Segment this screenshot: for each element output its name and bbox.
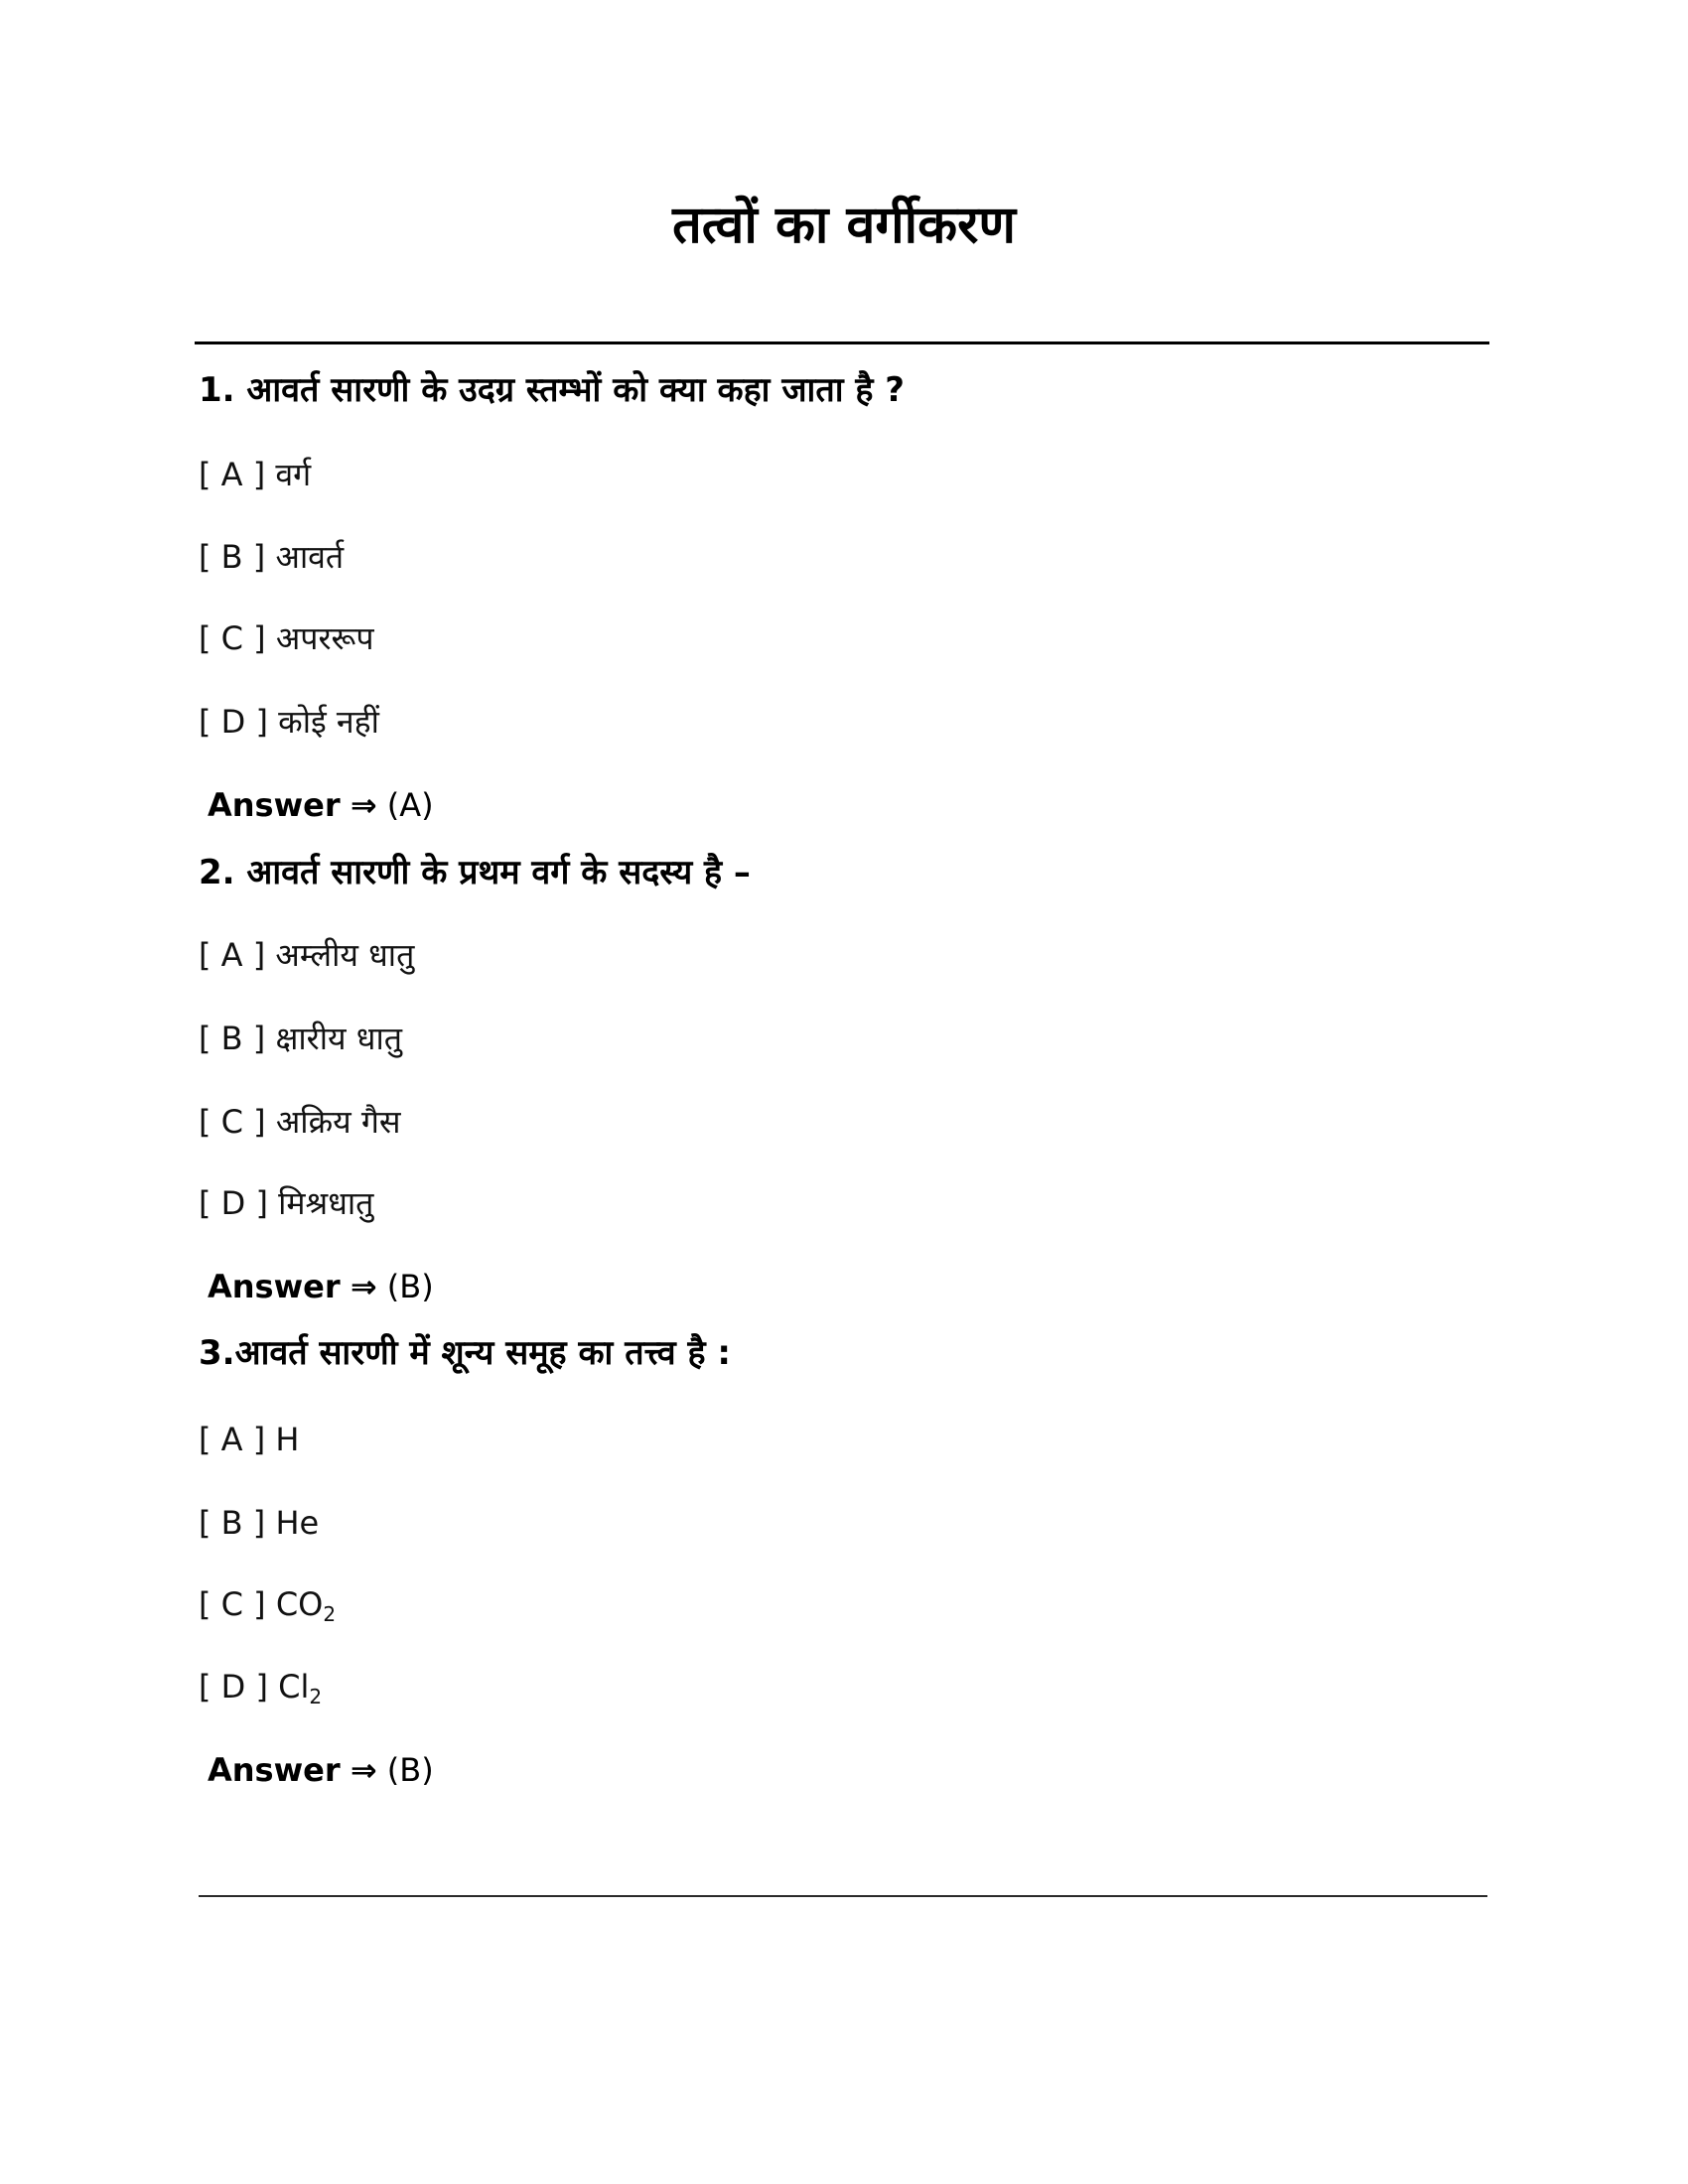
option-text: क्षारीय धातु	[275, 1020, 402, 1057]
option-key: [ A ]	[199, 936, 266, 974]
q3-option-c	[199, 1581, 336, 1637]
answer-value: (B)	[386, 1268, 434, 1305]
footer-divider	[199, 1895, 1487, 1897]
option-key: [ B ]	[199, 1504, 266, 1542]
q1-option-d	[199, 699, 379, 745]
option-key: [ A ]	[199, 1421, 266, 1458]
option-text: कोई नहीं	[278, 703, 379, 741]
answer-value: (A)	[386, 786, 434, 824]
q1-answer	[208, 782, 434, 828]
q2-option-b	[199, 1016, 402, 1061]
option-key: [ A ]	[199, 456, 266, 493]
option-text: आवर्त	[275, 538, 345, 576]
arrow-icon: ⇒	[350, 1268, 377, 1305]
answer-label: Answer	[208, 786, 341, 824]
arrow-icon: ⇒	[350, 786, 377, 824]
option-text: अम्लीय धातु	[275, 936, 415, 974]
option-text: मिश्रधातु	[278, 1184, 374, 1222]
option-key: [ C ]	[199, 1585, 266, 1623]
q3-option-a	[199, 1417, 299, 1462]
option-text: CO	[275, 1585, 324, 1623]
option-key: [ D ]	[199, 1668, 268, 1706]
option-key: [ B ]	[199, 1020, 266, 1057]
q2-option-d	[199, 1180, 373, 1226]
option-text: He	[275, 1504, 320, 1542]
page-title: तत्वों का वर्गीकरण	[672, 196, 1016, 255]
option-key: [ D ]	[199, 1184, 268, 1222]
q1-option-b	[199, 534, 344, 580]
answer-label: Answer	[208, 1268, 341, 1305]
option-key: [ C ]	[199, 1103, 266, 1141]
option-key: [ C ]	[199, 619, 266, 657]
answer-label: Answer	[208, 1751, 341, 1789]
option-key: [ B ]	[199, 538, 266, 576]
question-2: 2. आवर्त सारणी के प्रथम वर्ग के सदस्य है –	[199, 853, 751, 892]
option-text: H	[275, 1421, 300, 1458]
q3-option-b	[199, 1500, 319, 1546]
option-text: वर्ग	[275, 456, 312, 493]
answer-value: (B)	[386, 1751, 434, 1789]
subscript: 2	[309, 1685, 323, 1708]
q3-option-d	[199, 1664, 322, 1719]
q1-option-a	[199, 452, 311, 497]
subscript: 2	[323, 1602, 337, 1626]
q2-answer	[208, 1264, 434, 1309]
option-text: अक्रिय गैस	[275, 1103, 401, 1141]
question-1: 1. आवर्त सारणी के उदग्र स्तम्भों को क्या कहा जाता है ?	[199, 370, 905, 410]
option-text: अपररूप	[275, 619, 374, 657]
option-key: [ D ]	[199, 703, 268, 741]
arrow-icon: ⇒	[350, 1751, 377, 1789]
question-3: 3.आवर्त सारणी में शून्य समूह का तत्त्व है :	[199, 1333, 731, 1373]
title-divider	[195, 341, 1489, 344]
option-text: Cl	[278, 1668, 310, 1706]
q1-option-c	[199, 615, 374, 661]
q2-option-c	[199, 1099, 401, 1145]
q3-answer	[208, 1747, 434, 1793]
q2-option-a	[199, 932, 414, 978]
